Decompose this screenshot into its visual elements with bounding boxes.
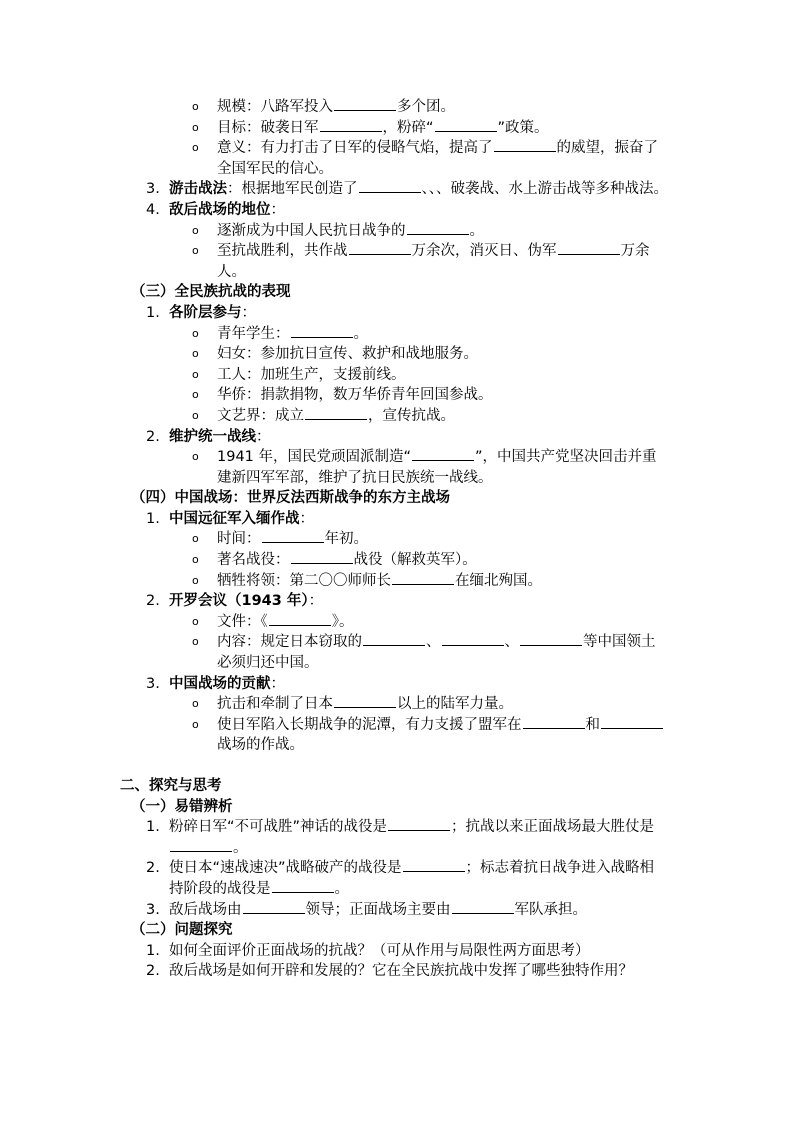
fill-blank[interactable]: [520, 632, 582, 646]
fill-blank[interactable]: [269, 612, 331, 626]
numbered-item: 2. 使日本“速战速决”战略破产的战役是 ；标志着抗日战争进入战略相持阶段的战役是 。: [146, 860, 655, 897]
numbered-item: 3. 游击战法：根据地军民创造了 、、、破袭战、水上游击战等多种战法。: [146, 181, 668, 198]
document-content: [0, 97, 794, 982]
bullet-marker: o: [192, 347, 199, 361]
bullet-marker: o: [192, 141, 199, 155]
bullet-marker: o: [192, 697, 199, 711]
bullet-marker: o: [192, 223, 199, 237]
fill-blank[interactable]: [388, 817, 450, 831]
fill-blank[interactable]: [601, 715, 663, 729]
fill-blank[interactable]: [320, 118, 382, 132]
bullet-marker: o: [192, 120, 199, 134]
bullet-marker: o: [192, 553, 199, 567]
list-item: o 牺牲将领：第二〇〇师师长 在缅北殉国。: [0, 571, 794, 592]
list-item: o 文件：《 》。: [0, 612, 794, 633]
section-heading: （四）中国战场：世界反法西斯战争的东方主战场: [131, 490, 450, 507]
fill-blank[interactable]: [452, 900, 514, 914]
list-item: o 妇女：参加抗日宣传、救护和战地服务。: [0, 344, 794, 365]
list-item: o 华侨：捐款捐物，数万华侨青年回国参战。: [0, 385, 794, 406]
fill-blank[interactable]: [272, 879, 334, 893]
list-item: o 1941 年，国民党顽固派制造“ ”，中国共产党坚决回击并重建新四军军部，维护了抗日民族统一战线。: [192, 449, 657, 486]
item-heading: 中国远征军入缅作战: [169, 510, 300, 527]
list-item: o 逐渐成为中国人民抗日战争的 。: [0, 221, 794, 242]
list-item: o 至抗战胜利，共作战 万余次，消灭日、伪军 万余人。: [192, 243, 650, 280]
fill-blank[interactable]: [558, 241, 620, 255]
section-heading: （三）全民族抗战的表现: [131, 284, 291, 301]
numbered-item: 2. 开罗会议（1943 年）：: [146, 593, 324, 610]
item-heading: 开罗会议（1943 年）: [169, 593, 309, 610]
list-item: o 文艺界：成立 ，宣传抗战。: [0, 406, 794, 427]
list-item: o 目标：破袭日军 ，粉碎“ ”政策。: [0, 118, 794, 139]
list-item: o 使日军陷入长期战争的泥潭，有力支援了盟军在 和战场的作战。: [0, 715, 794, 756]
fill-blank[interactable]: [334, 97, 396, 111]
bullet-marker: o: [192, 326, 199, 340]
item-heading: 各阶层参与: [169, 304, 242, 321]
fill-blank[interactable]: [442, 632, 504, 646]
bullet-marker: o: [192, 367, 199, 381]
list-item: o 工人：加班生产，支援前线。: [0, 365, 794, 386]
fill-blank[interactable]: [359, 179, 421, 193]
fill-blank[interactable]: [305, 406, 367, 420]
bullet-marker: o: [192, 532, 199, 546]
fill-blank[interactable]: [349, 241, 411, 255]
list-item: o 规模：八路军投入 多个团。: [0, 97, 794, 118]
section-heading: （一）易错辨析: [131, 798, 233, 815]
fill-blank[interactable]: [243, 900, 305, 914]
bullet-marker: o: [192, 408, 199, 422]
fill-blank[interactable]: [412, 447, 474, 461]
bullet-marker: o: [192, 100, 199, 113]
numbered-item: 1. 粉碎日军“不可战胜”神话的战役是 ；抗战以来正面战场最大胜仗是。: [146, 819, 655, 856]
numbered-item: 2. 维护统一战线：: [146, 428, 271, 445]
fill-blank[interactable]: [170, 838, 232, 852]
list-item: o 内容：规定日本窃取的 、 、 等中国领土必须归还中国。: [192, 634, 656, 672]
list-item: o 著名战役： 战役（解救英军）。: [0, 550, 794, 571]
list-item: o 青年学生： 。: [0, 324, 794, 345]
section-heading: （二）问题探究: [131, 922, 233, 939]
fill-blank[interactable]: [262, 529, 324, 543]
fill-blank[interactable]: [403, 858, 465, 872]
item-heading: 敌后战场的地位: [169, 201, 271, 218]
major-heading: 二、探究与思考: [120, 778, 222, 794]
fill-blank[interactable]: [334, 694, 396, 708]
list-item: o 抗击和牵制了日本 以上的陆军力量。: [0, 694, 794, 715]
bullet-marker: o: [192, 635, 199, 649]
fill-blank[interactable]: [523, 715, 585, 729]
fill-blank[interactable]: [494, 138, 556, 152]
fill-blank[interactable]: [435, 118, 497, 132]
item-heading: 游击战法: [169, 181, 227, 198]
item-heading: 中国战场的贡献: [169, 675, 271, 692]
numbered-item: 1. 如何全面评价正面战场的抗战？（可从作用与局限性两方面思考）: [146, 942, 590, 959]
numbered-item: 3. 中国战场的贡献：: [146, 675, 285, 692]
fill-blank[interactable]: [407, 221, 469, 235]
bullet-marker: o: [192, 388, 199, 402]
fill-blank[interactable]: [363, 632, 425, 646]
numbered-item: 2. 敌后战场是如何开辟和发展的？它在全民族抗战中发挥了哪些独特作用？: [146, 963, 633, 980]
numbered-item: 3. 敌后战场由 领导；正面战场主要由 军队承担。: [146, 901, 587, 918]
bullet-marker: o: [192, 573, 199, 587]
fill-blank[interactable]: [392, 571, 454, 585]
list-item: o 时间： 年初。: [0, 529, 794, 550]
fill-blank[interactable]: [291, 324, 353, 338]
bullet-marker: o: [192, 717, 199, 731]
list-item: o 意义：有力打击了日军的侵略气焰，提高了 的威望，振奋了全国军民的信心。: [192, 140, 658, 177]
bullet-marker: o: [192, 614, 199, 628]
numbered-item: 4. 敌后战场的地位：: [146, 201, 285, 218]
bullet-marker: o: [192, 450, 199, 464]
bullet-marker: o: [192, 244, 199, 258]
item-heading: 维护统一战线: [169, 428, 256, 445]
numbered-item: 1. 各阶层参与：: [146, 304, 256, 321]
fill-blank[interactable]: [291, 550, 353, 564]
numbered-item: 1. 中国远征军入缅作战：: [146, 510, 314, 527]
